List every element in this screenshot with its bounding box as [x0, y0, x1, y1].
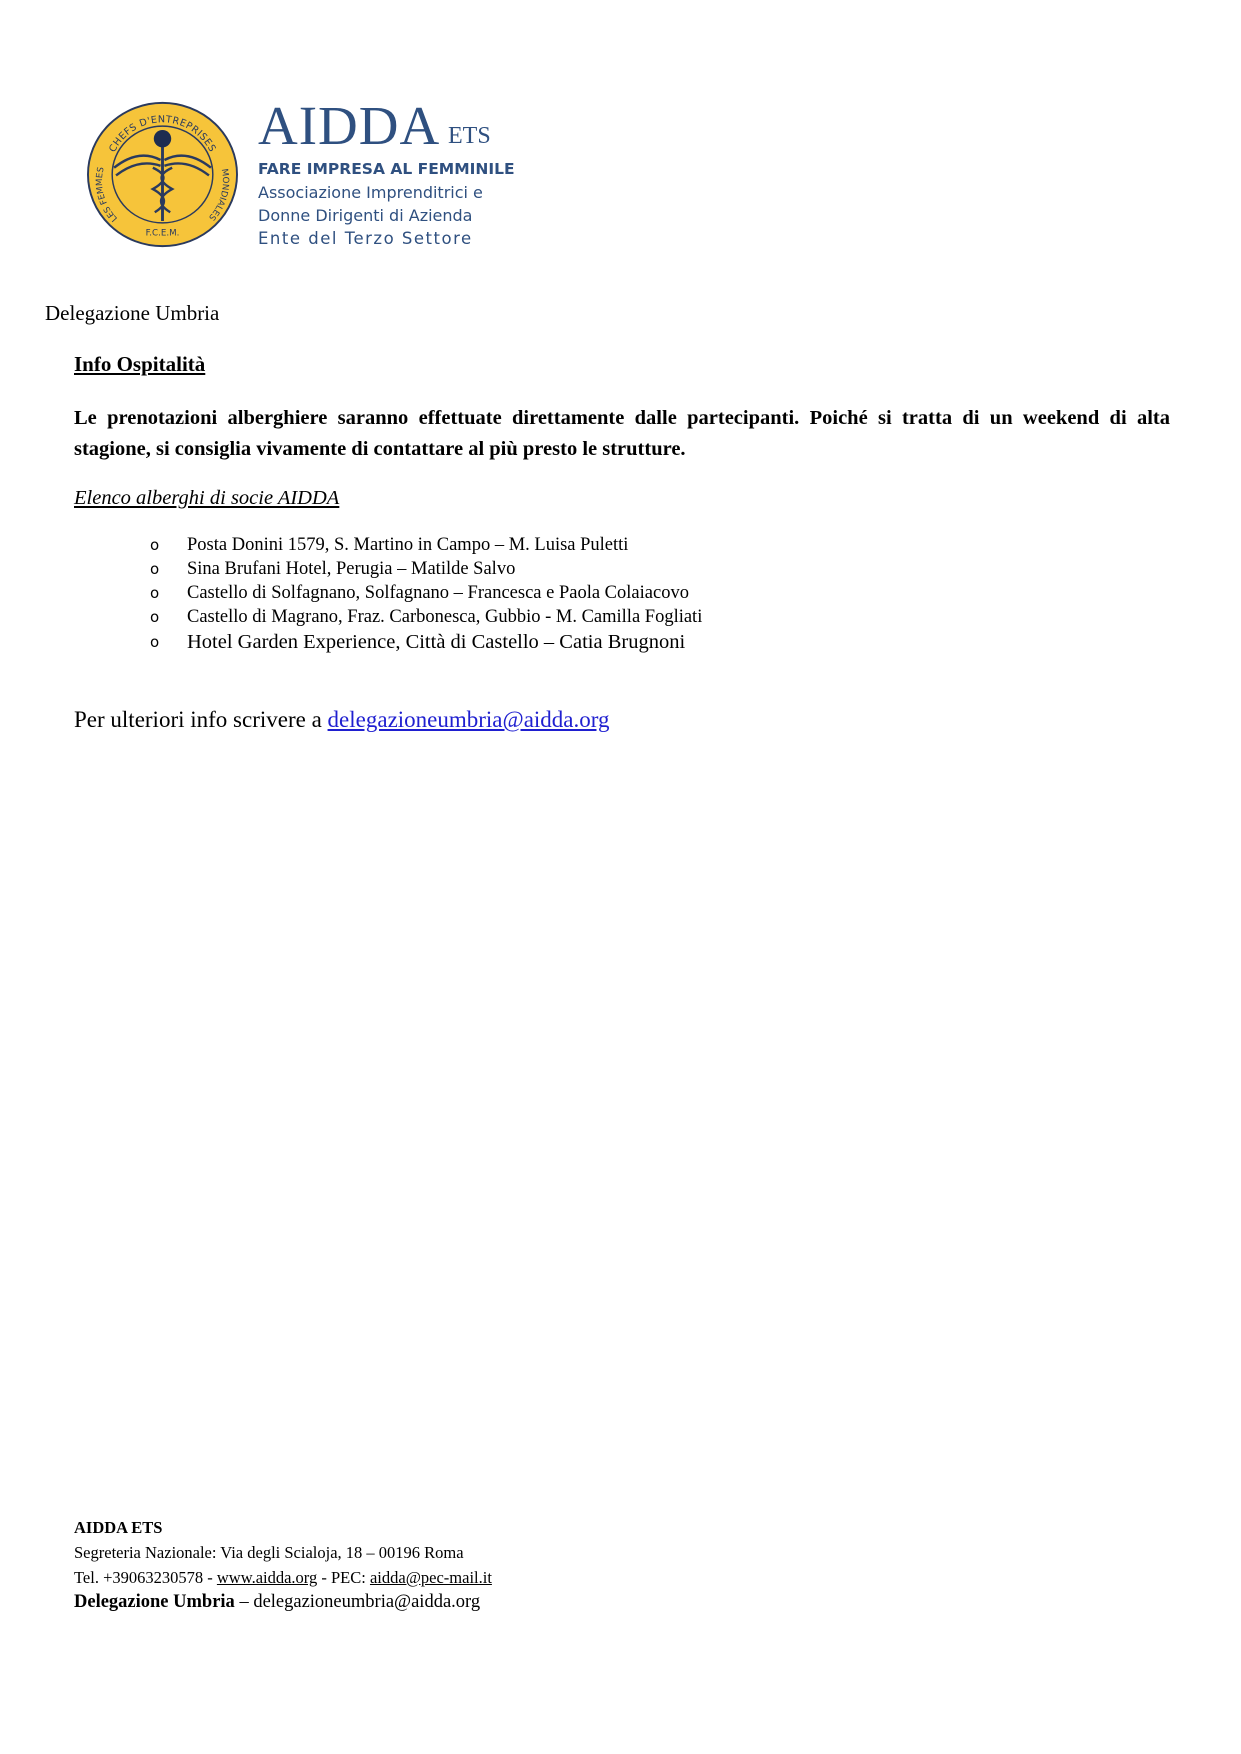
bullet-circle-icon: o: [150, 536, 160, 554]
brand-suffix: ETS: [448, 123, 491, 149]
bullet-circle-icon: o: [150, 584, 160, 602]
list-item: [150, 605, 702, 629]
footer-org: [74, 1515, 492, 1540]
delegation-label: Delegazione Umbria: [45, 301, 220, 325]
footer-delegation-email: – delegazioneumbria@aidda.org: [234, 1592, 481, 1612]
hotel-list-heading: Elenco alberghi di socie AIDDA: [74, 487, 340, 509]
footer-tel: Tel. +39063230578 -: [74, 1568, 217, 1587]
intro-paragraph: Le prenotazioni alberghiere saranno effettuate direttamente dalle partecipanti. Poiché si tratta di un weekend di alta stagione, si consiglia vivamente di contattare al più presto le strutture.: [74, 407, 1170, 460]
contact-email-link[interactable]: delegazioneumbria@aidda.org: [327, 707, 610, 732]
list-item: [150, 581, 702, 605]
bullet-circle-icon: o: [150, 633, 160, 651]
bullet-circle-icon: o: [150, 560, 160, 578]
hotel-list: [150, 533, 702, 655]
hotel-name: Hotel Garden Experience, Città di Castello – Catia Brugnoni: [187, 631, 686, 653]
brand-line-ente: Ente del Terzo Settore: [258, 229, 473, 248]
seal-right-text: MONDIALES: [206, 168, 230, 223]
seal-top-text: CHEFS D'ENTREPRISES: [107, 114, 218, 155]
list-item: [150, 533, 702, 557]
contact-line: [74, 707, 610, 733]
hotel-name: Castello di Solfagnano, Solfagnano – Francesca e Paola Colaiacovo: [187, 583, 689, 603]
contact-text: Per ulteriori info scrivere a: [74, 707, 328, 732]
list-item: [150, 557, 702, 581]
footer-delegation: [74, 1590, 492, 1615]
brand-tagline: FARE IMPRESA AL FEMMINILE: [258, 160, 515, 178]
hotel-name: Sina Brufani Hotel, Perugia – Matilde Salvo: [187, 559, 516, 579]
bullet-circle-icon: o: [150, 608, 160, 626]
footer-website-link[interactable]: www.aidda.org: [216, 1568, 318, 1587]
footer-delegation-name: Delegazione Umbria: [74, 1592, 235, 1612]
footer-pec-link[interactable]: aidda@pec-mail.it: [369, 1568, 492, 1587]
brand-name: AIDDA: [258, 95, 441, 156]
footer: [74, 1515, 492, 1615]
list-item: [150, 629, 702, 655]
footer-address: Segreteria Nazionale: Via degli Scialoja, 18 – 00196 Roma: [74, 1543, 464, 1562]
seal-left-text: LES FEMMES: [94, 166, 120, 224]
footer-pec-label: - PEC:: [317, 1568, 370, 1587]
seal-bottom-text: F.C.E.M.: [145, 228, 180, 239]
brand-line-association: Associazione Imprenditrici e: [258, 183, 483, 202]
footer-org-name: AIDDA ETS: [74, 1518, 163, 1537]
aidda-brand-block: [258, 95, 520, 258]
fcem-seal-logo: [85, 100, 240, 250]
hotel-name: Posta Donini 1579, S. Martino in Campo – M. Luisa Puletti: [187, 535, 629, 555]
section-title: Info Ospitalità: [74, 352, 206, 376]
footer-contacts: [74, 1565, 492, 1590]
brand-line-donne: Donne Dirigenti di Azienda: [258, 206, 473, 225]
hotel-name: Castello di Magrano, Fraz. Carbonesca, Gubbio - M. Camilla Fogliati: [187, 607, 703, 627]
